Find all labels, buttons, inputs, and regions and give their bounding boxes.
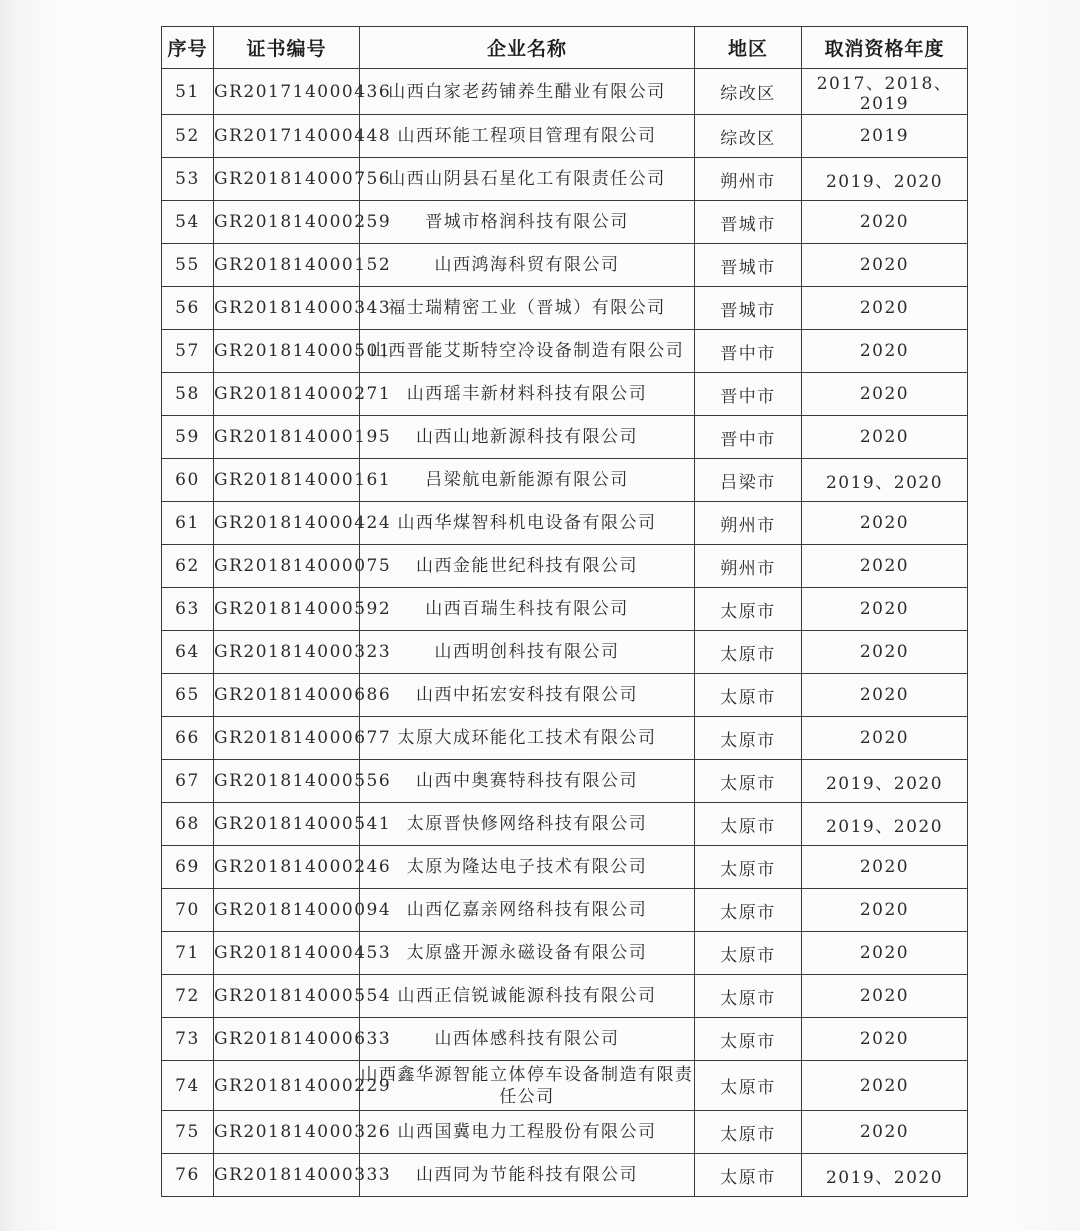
revoked-years-cell: 2019、2020 bbox=[802, 803, 968, 846]
seq-cell: 66 bbox=[162, 717, 214, 760]
table-row bbox=[162, 459, 968, 502]
seq-cell: 69 bbox=[162, 846, 214, 889]
header-region: 地区 bbox=[695, 27, 802, 69]
company-name-cell: 太原大成环能化工技术有限公司 bbox=[360, 717, 695, 760]
revoked-years-cell: 2020 bbox=[802, 846, 968, 889]
table-row bbox=[162, 631, 968, 674]
table-row bbox=[162, 416, 968, 459]
seq-cell: 55 bbox=[162, 244, 214, 287]
revoked-years-cell: 2017、2018、2019 bbox=[802, 69, 968, 115]
seq-cell: 67 bbox=[162, 760, 214, 803]
table-row bbox=[162, 932, 968, 975]
certificate-number-cell: GR201814000556 bbox=[214, 760, 360, 803]
revoked-years-cell: 2020 bbox=[802, 545, 968, 588]
company-name-cell: 山西晋能艾斯特空冷设备制造有限公司 bbox=[360, 330, 695, 373]
header-name: 企业名称 bbox=[360, 27, 695, 69]
table-row bbox=[162, 244, 968, 287]
certificate-number-cell: GR201814000686 bbox=[214, 674, 360, 717]
seq-cell: 54 bbox=[162, 201, 214, 244]
company-name-cell: 山西中拓宏安科技有限公司 bbox=[360, 674, 695, 717]
revoked-years-cell: 2020 bbox=[802, 588, 968, 631]
company-name-cell: 福士瑞精密工业（晋城）有限公司 bbox=[360, 287, 695, 330]
table-header bbox=[162, 27, 968, 69]
region-cell: 晋城市 bbox=[695, 201, 802, 244]
seq-cell: 56 bbox=[162, 287, 214, 330]
revoked-years-cell: 2019 bbox=[802, 115, 968, 158]
company-name-cell: 山西华煤智科机电设备有限公司 bbox=[360, 502, 695, 545]
region-cell: 朔州市 bbox=[695, 502, 802, 545]
company-name-cell: 山西鸿海科贸有限公司 bbox=[360, 244, 695, 287]
company-name-cell: 山西正信锐诚能源科技有限公司 bbox=[360, 975, 695, 1018]
region-cell: 太原市 bbox=[695, 1061, 802, 1111]
header-cert: 证书编号 bbox=[214, 27, 360, 69]
certificate-number-cell: GR201814000229 bbox=[214, 1061, 360, 1111]
table-row bbox=[162, 803, 968, 846]
revoked-years-cell: 2020 bbox=[802, 932, 968, 975]
revoked-years-cell: 2020 bbox=[802, 717, 968, 760]
certificate-number-cell: GR201814000246 bbox=[214, 846, 360, 889]
table-row bbox=[162, 287, 968, 330]
company-name-cell: 山西山阴县石星化工有限责任公司 bbox=[360, 158, 695, 201]
company-name-cell: 山西明创科技有限公司 bbox=[360, 631, 695, 674]
seq-cell: 52 bbox=[162, 115, 214, 158]
region-cell: 太原市 bbox=[695, 588, 802, 631]
table-row bbox=[162, 760, 968, 803]
seq-cell: 68 bbox=[162, 803, 214, 846]
seq-cell: 59 bbox=[162, 416, 214, 459]
header-seq: 序号 bbox=[162, 27, 214, 69]
certificate-number-cell: GR201814000075 bbox=[214, 545, 360, 588]
region-cell: 太原市 bbox=[695, 717, 802, 760]
revoked-years-cell: 2019、2020 bbox=[802, 158, 968, 201]
revoked-years-cell: 2020 bbox=[802, 674, 968, 717]
certificate-number-cell: GR201714000436 bbox=[214, 69, 360, 115]
table-row bbox=[162, 1154, 968, 1197]
certificate-table bbox=[161, 26, 968, 1197]
table-row bbox=[162, 158, 968, 201]
certificate-number-cell: GR201814000271 bbox=[214, 373, 360, 416]
company-name-cell: 吕梁航电新能源有限公司 bbox=[360, 459, 695, 502]
revoked-years-cell: 2020 bbox=[802, 1111, 968, 1154]
seq-cell: 57 bbox=[162, 330, 214, 373]
revoked-years-cell: 2020 bbox=[802, 1018, 968, 1061]
company-name-cell: 山西同为节能科技有限公司 bbox=[360, 1154, 695, 1197]
revoked-years-cell: 2020 bbox=[802, 244, 968, 287]
region-cell: 太原市 bbox=[695, 932, 802, 975]
seq-cell: 71 bbox=[162, 932, 214, 975]
company-name-cell: 太原为隆达电子技术有限公司 bbox=[360, 846, 695, 889]
table-row bbox=[162, 1018, 968, 1061]
certificate-number-cell: GR201814000677 bbox=[214, 717, 360, 760]
certificate-number-cell: GR201814000424 bbox=[214, 502, 360, 545]
company-name-cell: 山西山地新源科技有限公司 bbox=[360, 416, 695, 459]
company-name-cell: 山西白家老药铺养生醋业有限公司 bbox=[360, 69, 695, 115]
revoked-years-cell: 2019、2020 bbox=[802, 760, 968, 803]
revoked-years-cell: 2020 bbox=[802, 373, 968, 416]
certificate-number-cell: GR201814000259 bbox=[214, 201, 360, 244]
certificate-number-cell: GR201814000501 bbox=[214, 330, 360, 373]
revoked-years-cell: 2020 bbox=[802, 1061, 968, 1111]
certificate-number-cell: GR201814000592 bbox=[214, 588, 360, 631]
seq-cell: 60 bbox=[162, 459, 214, 502]
company-name-cell: 山西国冀电力工程股份有限公司 bbox=[360, 1111, 695, 1154]
seq-cell: 63 bbox=[162, 588, 214, 631]
region-cell: 太原市 bbox=[695, 1111, 802, 1154]
revoked-years-cell: 2020 bbox=[802, 631, 968, 674]
region-cell: 太原市 bbox=[695, 975, 802, 1018]
table-row bbox=[162, 846, 968, 889]
company-name-cell: 太原盛开源永磁设备有限公司 bbox=[360, 932, 695, 975]
table-row bbox=[162, 201, 968, 244]
company-name-cell: 山西百瑞生科技有限公司 bbox=[360, 588, 695, 631]
region-cell: 太原市 bbox=[695, 803, 802, 846]
company-name-cell: 山西鑫华源智能立体停车设备制造有限责任公司 bbox=[360, 1061, 695, 1111]
seq-cell: 75 bbox=[162, 1111, 214, 1154]
company-name-cell: 山西瑶丰新材料科技有限公司 bbox=[360, 373, 695, 416]
region-cell: 太原市 bbox=[695, 1018, 802, 1061]
table-row bbox=[162, 330, 968, 373]
company-name-cell: 山西金能世纪科技有限公司 bbox=[360, 545, 695, 588]
seq-cell: 65 bbox=[162, 674, 214, 717]
seq-cell: 73 bbox=[162, 1018, 214, 1061]
region-cell: 太原市 bbox=[695, 760, 802, 803]
certificate-number-cell: GR201814000756 bbox=[214, 158, 360, 201]
region-cell: 太原市 bbox=[695, 846, 802, 889]
certificate-number-cell: GR201814000453 bbox=[214, 932, 360, 975]
company-name-cell: 山西体感科技有限公司 bbox=[360, 1018, 695, 1061]
revoked-years-cell: 2020 bbox=[802, 330, 968, 373]
region-cell: 晋中市 bbox=[695, 373, 802, 416]
seq-cell: 61 bbox=[162, 502, 214, 545]
seq-cell: 70 bbox=[162, 889, 214, 932]
header-years: 取消资格年度 bbox=[802, 27, 968, 69]
region-cell: 晋中市 bbox=[695, 416, 802, 459]
table-row bbox=[162, 373, 968, 416]
revoked-years-cell: 2020 bbox=[802, 416, 968, 459]
certificate-number-cell: GR201814000161 bbox=[214, 459, 360, 502]
revoked-years-cell: 2020 bbox=[802, 201, 968, 244]
certificate-number-cell: GR201814000326 bbox=[214, 1111, 360, 1154]
region-cell: 太原市 bbox=[695, 1154, 802, 1197]
table-row bbox=[162, 502, 968, 545]
table-row bbox=[162, 889, 968, 932]
seq-cell: 64 bbox=[162, 631, 214, 674]
region-cell: 晋中市 bbox=[695, 330, 802, 373]
company-name-cell: 太原晋快修网络科技有限公司 bbox=[360, 803, 695, 846]
table-row bbox=[162, 1061, 968, 1111]
certificate-number-cell: GR201814000633 bbox=[214, 1018, 360, 1061]
seq-cell: 72 bbox=[162, 975, 214, 1018]
region-cell: 综改区 bbox=[695, 69, 802, 115]
certificate-number-cell: GR201714000448 bbox=[214, 115, 360, 158]
company-name-cell: 晋城市格润科技有限公司 bbox=[360, 201, 695, 244]
certificate-number-cell: GR201814000541 bbox=[214, 803, 360, 846]
seq-cell: 62 bbox=[162, 545, 214, 588]
seq-cell: 74 bbox=[162, 1061, 214, 1111]
seq-cell: 76 bbox=[162, 1154, 214, 1197]
revoked-years-cell: 2019、2020 bbox=[802, 459, 968, 502]
certificate-number-cell: GR201814000323 bbox=[214, 631, 360, 674]
certificate-number-cell: GR201814000554 bbox=[214, 975, 360, 1018]
certificate-number-cell: GR201814000343 bbox=[214, 287, 360, 330]
region-cell: 太原市 bbox=[695, 674, 802, 717]
table-row bbox=[162, 545, 968, 588]
table-body bbox=[162, 69, 968, 1197]
revoked-years-cell: 2020 bbox=[802, 287, 968, 330]
revoked-years-cell: 2020 bbox=[802, 889, 968, 932]
seq-cell: 58 bbox=[162, 373, 214, 416]
region-cell: 综改区 bbox=[695, 115, 802, 158]
region-cell: 朔州市 bbox=[695, 545, 802, 588]
table-row bbox=[162, 115, 968, 158]
table-row bbox=[162, 674, 968, 717]
region-cell: 太原市 bbox=[695, 631, 802, 674]
revoked-years-cell: 2020 bbox=[802, 975, 968, 1018]
certificate-number-cell: GR201814000152 bbox=[214, 244, 360, 287]
table-row bbox=[162, 975, 968, 1018]
table-row bbox=[162, 717, 968, 760]
region-cell: 朔州市 bbox=[695, 158, 802, 201]
table-row bbox=[162, 69, 968, 115]
seq-cell: 53 bbox=[162, 158, 214, 201]
company-name-cell: 山西环能工程项目管理有限公司 bbox=[360, 115, 695, 158]
region-cell: 吕梁市 bbox=[695, 459, 802, 502]
region-cell: 晋城市 bbox=[695, 244, 802, 287]
table-row bbox=[162, 1111, 968, 1154]
certificate-number-cell: GR201814000333 bbox=[214, 1154, 360, 1197]
revoked-years-cell: 2019、2020 bbox=[802, 1154, 968, 1197]
region-cell: 晋城市 bbox=[695, 287, 802, 330]
certificate-number-cell: GR201814000195 bbox=[214, 416, 360, 459]
region-cell: 太原市 bbox=[695, 889, 802, 932]
company-name-cell: 山西中奥赛特科技有限公司 bbox=[360, 760, 695, 803]
seq-cell: 51 bbox=[162, 69, 214, 115]
company-name-cell: 山西亿嘉亲网络科技有限公司 bbox=[360, 889, 695, 932]
revoked-years-cell: 2020 bbox=[802, 502, 968, 545]
header-row bbox=[162, 27, 968, 69]
certificate-number-cell: GR201814000094 bbox=[214, 889, 360, 932]
table-row bbox=[162, 588, 968, 631]
